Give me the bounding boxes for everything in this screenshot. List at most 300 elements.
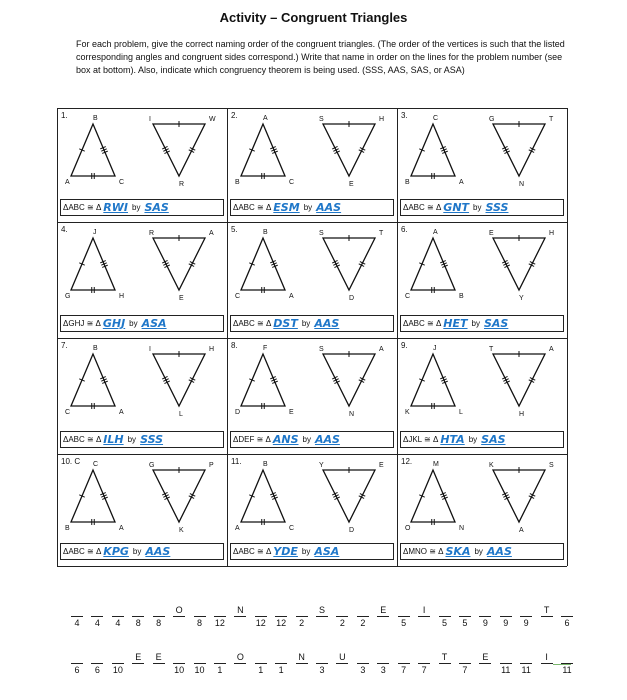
handwritten-theorem: AAS bbox=[316, 201, 342, 214]
code-number: 3 bbox=[319, 665, 325, 675]
vertex-label: H bbox=[119, 293, 125, 300]
code-blank-line bbox=[541, 663, 553, 664]
code-blank-line bbox=[418, 663, 430, 664]
vertex-label: S bbox=[319, 346, 324, 353]
triangle-right bbox=[323, 470, 375, 522]
grid-col-line bbox=[567, 108, 568, 566]
code-letter bbox=[519, 652, 533, 663]
handwritten-answer: ESM bbox=[273, 201, 300, 214]
code-blank-line bbox=[500, 663, 512, 664]
code-letter bbox=[499, 652, 513, 663]
triangle-right bbox=[493, 238, 545, 290]
code-blank-line bbox=[91, 663, 103, 664]
answer-box[interactable] bbox=[60, 199, 224, 216]
code-number: 8 bbox=[196, 618, 202, 628]
answer-box[interactable] bbox=[230, 199, 394, 216]
code-blank-line bbox=[439, 663, 451, 664]
vertex-label: N bbox=[349, 411, 355, 418]
by-label: by bbox=[301, 547, 311, 556]
vertex-label: G bbox=[65, 293, 71, 300]
problem-cell bbox=[397, 338, 567, 454]
handwritten-answer: HET bbox=[443, 317, 468, 330]
triangle-right bbox=[153, 354, 205, 406]
code-letter: I bbox=[545, 652, 548, 662]
code-blank-line bbox=[500, 616, 512, 617]
handwritten-theorem: AAS bbox=[314, 433, 340, 446]
code-blank-line bbox=[377, 663, 389, 664]
vertex-label: C bbox=[119, 179, 125, 186]
vertex-label: E bbox=[379, 462, 384, 469]
code-blank-line bbox=[316, 616, 328, 617]
vertex-label: S bbox=[549, 462, 554, 469]
problem-cell bbox=[227, 454, 397, 566]
vertex-label: L bbox=[179, 411, 183, 418]
code-letter bbox=[499, 605, 513, 616]
triangle-pair-figure bbox=[57, 222, 227, 312]
vertex-label: S bbox=[319, 116, 324, 123]
handwritten-answer: ANS bbox=[272, 433, 299, 446]
vertex-label: B bbox=[263, 229, 268, 236]
code-blank-line bbox=[132, 663, 144, 664]
code-number: 3 bbox=[380, 665, 386, 675]
instructions: For each problem, give the correct naming order of the congruent triangles. (The order of the vertices is such that the listed corresponding angles and congruent sides correspond.) Write that name in order on the lines for the problem number (see box at bottom). Also, indicate which congruency theorem is being used. (SSS, AAS, SAS, or ASA) bbox=[76, 39, 565, 75]
code-number: 5 bbox=[401, 618, 407, 628]
congruence-statement-prefix: ΔDEF ≅ Δ bbox=[233, 435, 271, 444]
vertex-label: N bbox=[519, 181, 525, 188]
code-letter bbox=[458, 652, 472, 663]
code-blank-line bbox=[91, 616, 103, 617]
code-blank-line bbox=[398, 616, 410, 617]
vertex-label: E bbox=[349, 181, 354, 188]
vertex-label: K bbox=[489, 462, 494, 469]
code-number: 10 bbox=[194, 665, 205, 675]
code-row bbox=[0, 605, 627, 635]
code-blank-line bbox=[214, 616, 226, 617]
code-letter: O bbox=[236, 652, 244, 662]
code-number: 8 bbox=[135, 618, 141, 628]
code-letter bbox=[152, 605, 166, 616]
code-blank-line bbox=[214, 663, 226, 664]
by-label: by bbox=[468, 435, 478, 444]
problem-cell bbox=[397, 222, 567, 338]
code-number: 10 bbox=[112, 665, 123, 675]
by-label: by bbox=[132, 203, 141, 212]
vertex-label: H bbox=[549, 230, 555, 237]
congruence-statement-prefix: ΔABC ≅ Δ bbox=[233, 319, 272, 328]
triangle-pair-figure bbox=[227, 108, 397, 198]
by-label: by bbox=[471, 319, 480, 328]
answer-box[interactable] bbox=[400, 431, 564, 448]
page-title: Activity – Congruent Triangles bbox=[219, 10, 408, 25]
handwritten-answer: KPG bbox=[103, 545, 129, 558]
code-letter bbox=[397, 652, 411, 663]
vertex-label: A bbox=[263, 115, 268, 122]
congruence-statement-prefix: ΔABC ≅ Δ bbox=[63, 547, 102, 556]
problem-number: 2. bbox=[231, 111, 238, 120]
triangle-pair-figure bbox=[57, 338, 227, 428]
vertex-label: B bbox=[93, 115, 98, 122]
code-letter bbox=[254, 605, 268, 616]
handwritten-answer: DST bbox=[273, 317, 298, 330]
vertex-label: B bbox=[459, 293, 464, 300]
problem-cell bbox=[227, 222, 397, 338]
vertex-label: T bbox=[549, 116, 554, 123]
code-blank-line bbox=[71, 663, 83, 664]
code-number: 7 bbox=[421, 665, 427, 675]
problem-cell bbox=[57, 338, 227, 454]
code-blank-line bbox=[71, 616, 83, 617]
code-blank-line bbox=[275, 663, 287, 664]
code-number: 9 bbox=[503, 618, 509, 628]
vertex-label: C bbox=[235, 293, 241, 300]
answer-box[interactable] bbox=[230, 431, 394, 448]
by-label: by bbox=[301, 319, 311, 328]
problem-number: 6. bbox=[401, 225, 408, 234]
code-blank-line bbox=[255, 663, 267, 664]
vertex-label: B bbox=[263, 461, 268, 468]
triangle-left bbox=[241, 470, 285, 522]
triangle-pair-figure bbox=[397, 338, 567, 428]
vertex-label: A bbox=[549, 346, 554, 353]
code-number: 3 bbox=[360, 665, 366, 675]
by-label: by bbox=[129, 319, 138, 328]
code-number: 8 bbox=[156, 618, 162, 628]
vertex-label: C bbox=[433, 115, 439, 122]
handwritten-answer: GNT bbox=[443, 201, 470, 214]
code-letter bbox=[356, 605, 370, 616]
answer-box[interactable] bbox=[60, 543, 224, 560]
problem-grid bbox=[57, 108, 567, 566]
vertex-label: W bbox=[209, 116, 216, 123]
code-number: 5 bbox=[462, 618, 468, 628]
triangle-right bbox=[323, 124, 375, 176]
triangle-pair-figure bbox=[397, 222, 567, 312]
problem-cell bbox=[57, 108, 227, 222]
code-blank-line bbox=[316, 663, 328, 664]
code-letter bbox=[356, 652, 370, 663]
code-blank-line bbox=[520, 663, 532, 664]
code-number: 10 bbox=[174, 665, 185, 675]
code-number: 6 bbox=[74, 665, 80, 675]
code-blank-line bbox=[194, 616, 206, 617]
triangle-left bbox=[241, 354, 285, 406]
triangle-right bbox=[323, 354, 375, 406]
vertex-label: E bbox=[489, 230, 494, 237]
vertex-label: J bbox=[93, 229, 97, 236]
code-letter bbox=[335, 605, 349, 616]
code-number: 11 bbox=[521, 665, 531, 675]
triangle-right bbox=[493, 354, 545, 406]
code-number: 2 bbox=[339, 618, 345, 628]
code-letter bbox=[70, 652, 84, 663]
code-letter bbox=[295, 605, 309, 616]
code-letter bbox=[131, 605, 145, 616]
code-number: 4 bbox=[74, 618, 80, 628]
code-letter bbox=[274, 605, 288, 616]
code-blank-line bbox=[296, 616, 308, 617]
code-number: 7 bbox=[401, 665, 407, 675]
vertex-label: A bbox=[379, 346, 384, 353]
vertex-label: C bbox=[405, 293, 411, 300]
code-blank-line bbox=[275, 616, 287, 617]
code-blank-line bbox=[541, 616, 553, 617]
code-letter bbox=[315, 652, 329, 663]
code-blank-line bbox=[398, 663, 410, 664]
code-letter bbox=[90, 652, 104, 663]
by-label: by bbox=[303, 203, 313, 212]
code-number: 11 bbox=[562, 665, 572, 675]
vertex-label: C bbox=[289, 525, 295, 532]
triangle-left bbox=[71, 354, 115, 406]
vertex-label: K bbox=[179, 527, 184, 534]
by-label: by bbox=[474, 547, 483, 556]
code-letter: N bbox=[298, 652, 305, 662]
code-letter bbox=[458, 605, 472, 616]
code-blank-line bbox=[357, 616, 369, 617]
code-blank-line bbox=[132, 616, 144, 617]
vertex-label: J bbox=[433, 345, 437, 352]
code-blank-line bbox=[377, 616, 389, 617]
handwritten-answer: RWI bbox=[103, 201, 128, 214]
triangle-pair-figure bbox=[397, 454, 567, 544]
code-blank-line bbox=[153, 616, 165, 617]
vertex-label: G bbox=[489, 116, 495, 123]
vertex-label: N bbox=[459, 525, 465, 532]
code-letter bbox=[111, 652, 125, 663]
answer-box[interactable] bbox=[60, 315, 224, 332]
code-letter bbox=[254, 652, 268, 663]
problem-number: 10. C bbox=[61, 457, 81, 466]
code-letter bbox=[376, 652, 390, 663]
code-blank-line bbox=[336, 616, 348, 617]
handwritten-theorem: SAS bbox=[144, 201, 169, 214]
congruence-statement-prefix: ΔABC ≅ Δ bbox=[63, 435, 102, 444]
green-pen-mark bbox=[553, 664, 571, 665]
code-number: 1 bbox=[258, 665, 264, 675]
answer-box[interactable] bbox=[400, 543, 564, 560]
triangle-right bbox=[493, 470, 545, 522]
congruence-statement-prefix: ΔGHJ ≅ Δ bbox=[63, 319, 101, 328]
code-number: 7 bbox=[462, 665, 468, 675]
triangle-right bbox=[153, 124, 205, 176]
congruence-statement-prefix: ΔABC ≅ Δ bbox=[233, 547, 272, 556]
handwritten-theorem: AAS bbox=[314, 317, 340, 330]
code-blank-line bbox=[357, 663, 369, 664]
code-number: 12 bbox=[255, 618, 266, 628]
problem-number: 3. bbox=[401, 111, 408, 120]
code-letter bbox=[70, 605, 84, 616]
handwritten-theorem: ASA bbox=[314, 545, 340, 558]
triangle-right bbox=[323, 238, 375, 290]
vertex-label: A bbox=[459, 179, 464, 186]
code-blank-line bbox=[336, 663, 348, 664]
vertex-label: B bbox=[93, 345, 98, 352]
vertex-label: O bbox=[405, 525, 411, 532]
code-blank-line bbox=[255, 616, 267, 617]
code-number: 4 bbox=[115, 618, 121, 628]
code-letter bbox=[193, 605, 207, 616]
handwritten-answer: YDE bbox=[273, 545, 298, 558]
vertex-label: H bbox=[379, 116, 385, 123]
triangle-left bbox=[71, 238, 115, 290]
handwritten-theorem: AAS bbox=[486, 545, 512, 558]
triangle-pair-figure bbox=[227, 454, 397, 544]
problem-number: 7. bbox=[61, 341, 68, 350]
answer-box[interactable] bbox=[60, 431, 224, 448]
code-number: 1 bbox=[278, 665, 284, 675]
vertex-label: A bbox=[519, 527, 524, 534]
code-letter: T bbox=[543, 605, 550, 615]
handwritten-theorem: SSS bbox=[140, 433, 164, 446]
code-letter bbox=[438, 605, 452, 616]
code-blank-line bbox=[459, 663, 471, 664]
answer-box[interactable] bbox=[400, 315, 564, 332]
code-letter bbox=[417, 652, 431, 663]
problem-number: 11. bbox=[231, 457, 242, 466]
triangle-right bbox=[493, 124, 545, 176]
code-blank-line bbox=[194, 663, 206, 664]
code-letter bbox=[274, 652, 288, 663]
problem-number: 4. bbox=[61, 225, 68, 234]
triangle-pair-figure bbox=[397, 108, 567, 198]
code-blank-line bbox=[479, 616, 491, 617]
vertex-label: R bbox=[149, 230, 155, 237]
vertex-label: D bbox=[235, 409, 241, 416]
vertex-label: C bbox=[65, 409, 71, 416]
code-letter: O bbox=[175, 605, 183, 615]
code-number: 4 bbox=[94, 618, 100, 628]
code-blank-line bbox=[173, 616, 185, 617]
problem-number: 12. bbox=[401, 457, 413, 466]
code-letter: S bbox=[318, 605, 325, 615]
code-letter bbox=[213, 605, 227, 616]
triangle-left bbox=[241, 238, 285, 290]
code-letter: E bbox=[135, 652, 142, 662]
vertex-label: G bbox=[149, 462, 155, 469]
by-label: by bbox=[302, 435, 311, 444]
problem-number: 8. bbox=[231, 341, 238, 350]
code-number: 6 bbox=[564, 618, 570, 628]
code-number: 12 bbox=[276, 618, 287, 628]
answer-box[interactable] bbox=[230, 315, 394, 332]
code-blank-line bbox=[234, 616, 246, 617]
problem-number: 9. bbox=[401, 341, 408, 350]
by-label: by bbox=[132, 547, 142, 556]
code-letter: T bbox=[441, 652, 448, 662]
vertex-label: I bbox=[149, 346, 151, 353]
code-letter bbox=[90, 605, 104, 616]
vertex-label: D bbox=[349, 295, 355, 302]
grid-row-line bbox=[57, 566, 567, 567]
vertex-label: B bbox=[65, 525, 70, 532]
problem-cell bbox=[397, 454, 567, 566]
vertex-label: A bbox=[289, 293, 294, 300]
vertex-label: T bbox=[489, 346, 494, 353]
vertex-label: E bbox=[289, 409, 294, 416]
code-letter: E bbox=[482, 652, 489, 662]
code-number: 9 bbox=[523, 618, 529, 628]
vertex-label: A bbox=[119, 525, 124, 532]
vertex-label: T bbox=[379, 230, 384, 237]
vertex-label: B bbox=[405, 179, 410, 186]
code-blank-line bbox=[418, 616, 430, 617]
problem-cell bbox=[57, 454, 227, 566]
code-letter bbox=[193, 652, 207, 663]
handwritten-theorem: ASA bbox=[141, 317, 167, 330]
congruence-statement-prefix: ΔJKL ≅ Δ bbox=[403, 435, 439, 444]
triangle-left bbox=[411, 354, 455, 406]
code-blank-line bbox=[173, 663, 185, 664]
code-letter: N bbox=[237, 605, 244, 615]
code-number: 1 bbox=[217, 665, 223, 675]
handwritten-answer: ILH bbox=[103, 433, 124, 446]
code-number: 5 bbox=[441, 618, 447, 628]
congruence-statement-prefix: ΔABC ≅ Δ bbox=[233, 203, 272, 212]
vertex-label: L bbox=[459, 409, 463, 416]
congruence-statement-prefix: ΔMNO ≅ Δ bbox=[403, 547, 444, 556]
code-row bbox=[0, 652, 627, 682]
problem-number: 5. bbox=[231, 225, 238, 234]
congruence-statement-prefix: ΔABC ≅ Δ bbox=[403, 203, 442, 212]
answer-box[interactable] bbox=[230, 543, 394, 560]
problem-cell bbox=[397, 108, 567, 222]
vertex-label: R bbox=[179, 181, 185, 188]
vertex-label: A bbox=[235, 525, 240, 532]
handwritten-answer: SKA bbox=[445, 545, 471, 558]
triangle-left bbox=[241, 124, 285, 176]
answer-box[interactable] bbox=[400, 199, 564, 216]
code-number: 11 bbox=[501, 665, 511, 675]
code-letter bbox=[519, 605, 533, 616]
vertex-label: A bbox=[65, 179, 70, 186]
code-blank-line bbox=[479, 663, 491, 664]
code-letter bbox=[560, 652, 574, 663]
congruence-statement-prefix: ΔABC ≅ Δ bbox=[63, 203, 102, 212]
code-blank-line bbox=[439, 616, 451, 617]
vertex-label: Y bbox=[319, 462, 324, 469]
triangle-pair-figure bbox=[227, 222, 397, 312]
congruence-statement-prefix: ΔABC ≅ Δ bbox=[403, 319, 442, 328]
problem-cell bbox=[227, 338, 397, 454]
vertex-label: C bbox=[93, 461, 99, 468]
vertex-label: F bbox=[263, 345, 268, 352]
triangle-right bbox=[153, 238, 205, 290]
by-label: by bbox=[473, 203, 482, 212]
code-letter bbox=[560, 605, 574, 616]
code-blank-line bbox=[153, 663, 165, 664]
vertex-label: D bbox=[349, 527, 355, 534]
vertex-label: E bbox=[179, 295, 184, 302]
code-blank-line bbox=[561, 616, 573, 617]
code-letter: E bbox=[155, 652, 162, 662]
vertex-label: M bbox=[433, 461, 439, 468]
vertex-label: A bbox=[433, 229, 438, 236]
handwritten-theorem: AAS bbox=[145, 545, 171, 558]
code-letter: I bbox=[422, 605, 426, 615]
vertex-label: B bbox=[235, 179, 240, 186]
code-blank-line bbox=[234, 663, 246, 664]
code-letter bbox=[172, 652, 186, 663]
vertex-label: Y bbox=[519, 295, 524, 302]
code-number: 12 bbox=[214, 618, 225, 628]
code-number: 2 bbox=[299, 618, 305, 628]
triangle-pair-figure bbox=[227, 338, 397, 428]
vertex-label: P bbox=[209, 462, 214, 469]
problem-number: 1. bbox=[61, 111, 68, 120]
code-letter bbox=[478, 605, 492, 616]
code-number: 9 bbox=[482, 618, 488, 628]
code-number: 2 bbox=[360, 618, 366, 628]
